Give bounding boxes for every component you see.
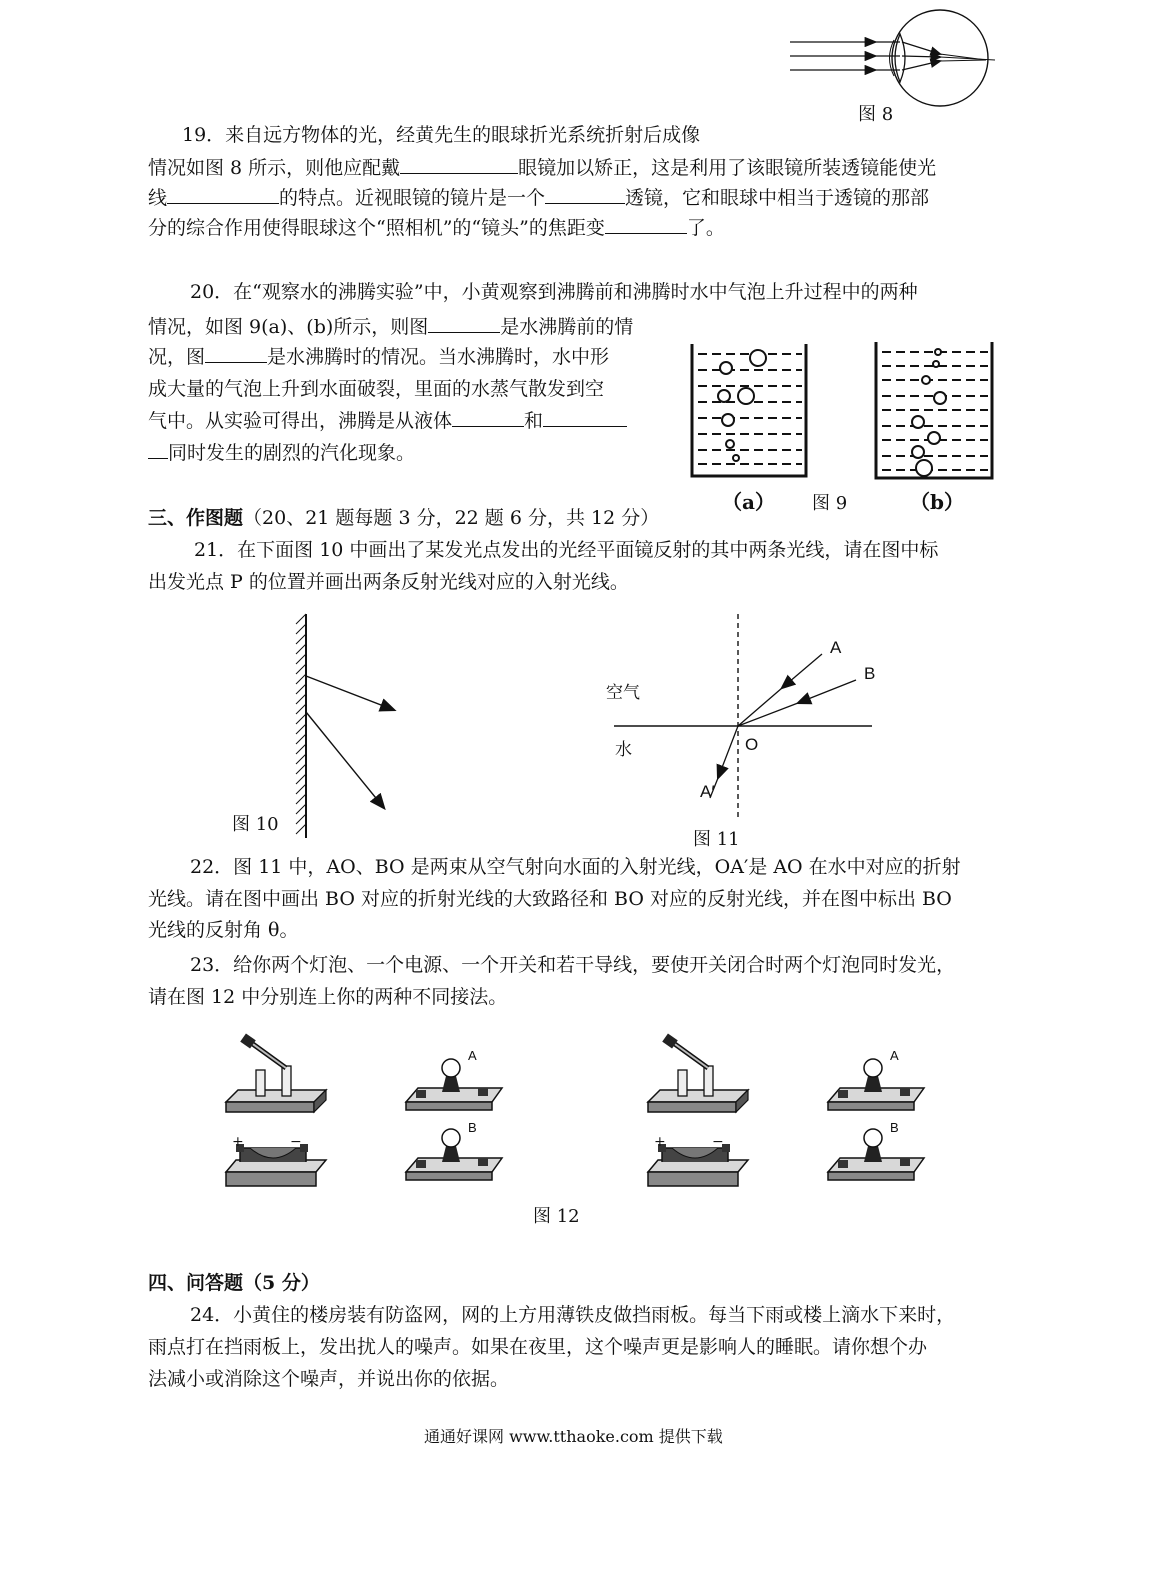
fig12-set1-bulb-b-label: B: [468, 1120, 477, 1135]
q20-line5-text-a: 气中。从实验可得出，沸腾是从液体: [148, 410, 453, 432]
q20-line2-text-b: 是水沸腾前的情: [500, 316, 634, 338]
q22-line1: 22．图 11 中，AO、BO 是两束从空气射向水面的入射光线，OA′是 AO 在水中对应的折射: [190, 856, 961, 878]
q20-blank-4-cont[interactable]: [148, 440, 168, 459]
figure-8-caption: 图 8: [858, 104, 894, 125]
q22-line3: 光线的反射角 θ。: [148, 919, 299, 941]
q19-blank-4[interactable]: [605, 215, 687, 234]
q23-line2: 请在图 12 中分别连上你的两种不同接法。: [148, 986, 508, 1008]
q20-blank-3[interactable]: [452, 408, 524, 427]
fig12-set1-bulb-a-label: A: [468, 1048, 477, 1063]
figure-11-label-A-prime: A′: [700, 782, 715, 801]
q20-blank-1[interactable]: [428, 314, 500, 333]
fig12-set2-bulb-a-label: A: [890, 1048, 899, 1063]
figure-10-caption: 图 10: [232, 814, 279, 835]
q19-line2: [148, 153, 936, 183]
q19-line2-text-a: 情况如图 8 所示，则他应配戴: [148, 157, 401, 179]
figure-9b-beaker: [874, 340, 996, 482]
section-3-note: （20、21 题每题 3 分，22 题 6 分，共 12 分）: [243, 507, 660, 529]
q20-blank-2[interactable]: [205, 344, 267, 363]
switch-illustration: [648, 1033, 748, 1112]
figure-9-caption: 图 9: [812, 493, 848, 514]
q19-line4: [148, 213, 725, 243]
fig12-set1-plus-label: +: [232, 1134, 244, 1150]
figure-12-component-set-1: [220, 1036, 510, 1196]
q20-line2-text-a: 情况，如图 9(a)、(b)所示，则图: [148, 316, 429, 338]
q19-line3-text-a: 线: [148, 187, 168, 209]
footer-text: 通通好课网 www.tthaoke.com 提供下载: [424, 1427, 723, 1446]
switch-illustration: [226, 1033, 326, 1112]
bulb-a-board-illustration: [828, 1059, 924, 1110]
q19-line4-text-a: 分的综合作用使得眼球这个“照相机”的“镜头”的焦距变: [148, 217, 605, 239]
figure-11-refraction-diagram: [600, 612, 890, 822]
q19-line4-text-b: 了。: [686, 217, 725, 239]
figure-12-component-set-2: [642, 1036, 932, 1196]
fig12-set1-minus-label: −: [290, 1134, 302, 1150]
figure-8-eye-diagram: [790, 20, 1010, 100]
q19-line3: [148, 183, 929, 213]
q20-line6: [148, 438, 415, 468]
q20-line3: [148, 342, 609, 372]
figure-12-caption: 图 12: [533, 1206, 580, 1227]
battery-illustration: [226, 1144, 326, 1186]
bulb-b-board-illustration: [828, 1129, 924, 1180]
figure-11-label-air: 空气: [606, 683, 640, 703]
q19-blank-2[interactable]: [167, 185, 279, 204]
q24-line2: 雨点打在挡雨板上，发出扰人的噪声。如果在夜里，这个噪声更是影响人的睡眠。请你想个办: [148, 1336, 928, 1358]
q19-line3-text-c: 透镜，它和眼球中相当于透镜的那部: [625, 187, 930, 209]
q24-line3: 法减小或消除这个噪声，并说出你的依据。: [148, 1368, 510, 1390]
section-4-title: 四、问答题（5 分）: [148, 1272, 320, 1294]
bulb-b-board-illustration: [406, 1129, 502, 1180]
q19-line2-text-b: 眼镜加以矫正，这是利用了该眼镜所装透镜能使光: [518, 157, 937, 179]
figure-9a-label: （a）: [722, 490, 775, 514]
figure-9b-label: （b）: [910, 490, 964, 514]
fig12-set2-minus-label: −: [712, 1134, 724, 1150]
figure-10-plane-mirror: [290, 612, 410, 842]
q20-line3-text-a: 况，图: [148, 346, 206, 368]
bulb-a-board-illustration: [406, 1059, 502, 1110]
battery-illustration: [648, 1144, 748, 1186]
q20-blank-4[interactable]: [543, 408, 627, 427]
figure-11-label-water: 水: [615, 740, 632, 760]
q19-line3-text-b: 的特点。近视眼镜的镜片是一个: [279, 187, 546, 209]
figure-11-label-O: O: [745, 735, 759, 754]
q19-blank-1[interactable]: [400, 155, 518, 174]
figure-11-label-A: A: [830, 638, 842, 657]
fig12-set2-plus-label: +: [654, 1134, 666, 1150]
q20-line1: 20．在“观察水的沸腾实验”中，小黄观察到沸腾前和沸腾时水中气泡上升过程中的两种: [190, 281, 918, 303]
figure-9a-beaker: [690, 340, 810, 480]
figure-11-caption: 图 11: [693, 829, 740, 850]
q20-line2: [148, 312, 633, 342]
q24-line1: 24．小黄住的楼房装有防盗网，网的上方用薄铁皮做挡雨板。每当下雨或楼上滴水下来时，: [190, 1304, 956, 1326]
figure-11-label-B: B: [864, 664, 876, 683]
section-3-title: 三、作图题: [148, 507, 244, 529]
q19-line1: 19．来自远方物体的光，经黄先生的眼球折光系统折射后成像: [182, 124, 701, 146]
q21-line1: 21．在下面图 10 中画出了某发光点发出的光经平面镜反射的其中两条光线，请在图中标: [194, 539, 939, 561]
q20-line5-text-b: 和: [524, 410, 544, 432]
q20-line3-text-b: 是水沸腾时的情况。当水沸腾时，水中形: [267, 346, 610, 368]
section-3-heading: [148, 503, 659, 533]
q20-line6-text: 同时发生的剧烈的汽化现象。: [168, 442, 416, 464]
q21-line2: 出发光点 P 的位置并画出两条反射光线对应的入射光线。: [148, 571, 629, 593]
q20-line5: [148, 406, 627, 436]
fig12-set2-bulb-b-label: B: [890, 1120, 899, 1135]
q20-line4: 成大量的气泡上升到水面破裂，里面的水蒸气散发到空: [148, 378, 605, 400]
q19-blank-3[interactable]: [545, 185, 625, 204]
q23-line1: 23．给你两个灯泡、一个电源、一个开关和若干导线，要使开关闭合时两个灯泡同时发光，: [190, 954, 956, 976]
q22-line2: 光线。请在图中画出 BO 对应的折射光线的大致路径和 BO 对应的反射光线，并在图中标出 BO: [148, 888, 952, 910]
